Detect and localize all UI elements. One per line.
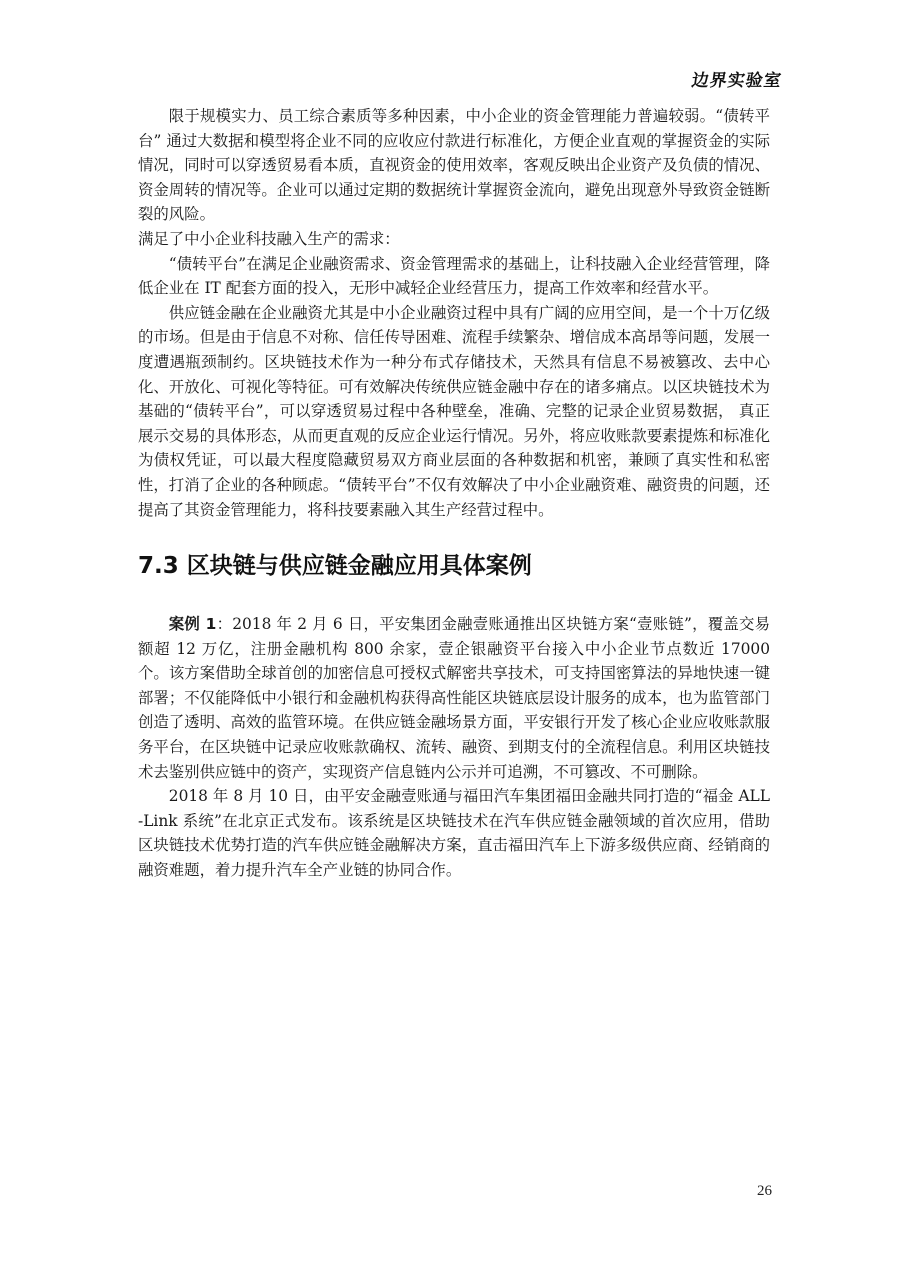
body-paragraph: 供应链金融在企业融资尤其是中小企业融资过程中具有广阔的应用空间，是一个十万亿级的市场。但是由于信息不对称、信任传导困难、流程手续繁杂、增信成本高昂等问题，发展一度遭遇瓶颈制约。区块链技术作为一种分布式存储技术，天然具有信息不易被篡改、去中心化、开放化、可视化等特征。可有效解决传统供应链金融中存在的诸多痛点。以区块链技术为基础的“债转平台”，可以穿透贸易过程中各种壁垒，准确、完整的记录企业贸易数据， 真正展示交易的具体形态，从而更直观的反应企业运行情况。另外，将应收账款要素提炼和标准化为债权凭证，可以最大程度隐藏贸易双方商业层面的各种数据和机密，兼顾了真实性和私密性，打消了企业的各种顾虑。“债转平台”不仅有效解决了中小企业融资难、融资贵的问题，还提高了其资金管理能力，将科技要素融入其生产经营过程中。 <box>138 303 770 519</box>
publisher-logo: 边界实验室 <box>690 71 784 91</box>
page-number: 26 <box>757 1183 772 1199</box>
body-paragraph: “债转平台”在满足企业融资需求、资金管理需求的基础上，让科技融入企业经营管理，降低企业在 IT 配套方面的投入，无形中减轻企业经营压力，提高工作效率和经营水平。 <box>138 254 770 298</box>
case-text: ：2018 年 2 月 6 日，平安集团金融壹账通推出区块链方案“壹账链”，覆盖交易额超 12 万亿，注册金融机构 800 余家，壹企银融资平台接入中小企业节点数近 17000 个。该方案借助全球首创的加密信息可授权式解密共享技术，可支持国密算法的异地快速一键部署；不仅能降低中小银行和金融机构获得高性能区块链底层设计服务的成本，也为监管部门创造了透明、高效的监管环境。在供应链金融场景方面，平安银行开发了核心企业应收账款服务平台，在区块链中记录应收账款确权、流转、融资、到期支付的全流程信息。利用区块链技术去鉴别供应链中的资产，实现资产信息链内公示并可追溯，不可篡改、不可删除。 <box>138 615 770 781</box>
case-label: 案例 1 <box>168 615 217 634</box>
body-paragraph: 限于规模实力、员工综合素质等多种因素，中小企业的资金管理能力普遍较弱。“债转平台” 通过大数据和模型将企业不同的应收应付款进行标准化，方便企业直观的掌握资金的实际情况，同时可以穿透贸易看本质，直视资金的使用效率，客观反映出企业资产及负债的情况、资金周转的情况等。企业可以通过定期的数据统计掌握资金流向，避免出现意外导致资金链断裂的风险。 <box>138 107 770 224</box>
case-paragraph <box>138 612 770 784</box>
document-body <box>138 104 770 883</box>
body-paragraph-subheading: 满足了中小企业科技融入生产的需求： <box>138 229 400 248</box>
section-heading: 7.3 区块链与供应链金融应用具体案例 <box>138 553 532 580</box>
body-paragraph: 2018 年 8 月 10 日，由平安金融壹账通与福田汽车集团福田金融共同打造的“福金 ALL-Link 系统”在北京正式发布。该系统是区块链技术在汽车供应链金融领域的首次应用，借助区块链技术优势打造的汽车供应链金融解决方案，直击福田汽车上下游多级供应商、经销商的融资难题，着力提升汽车全产业链的协同合作。 <box>138 787 770 880</box>
